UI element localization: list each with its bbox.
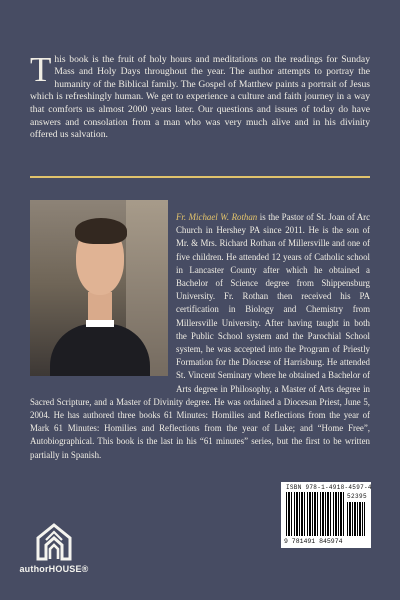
isbn-barcode — [281, 482, 371, 548]
authorhouse-logo-icon — [34, 522, 74, 562]
book-blurb — [30, 49, 370, 142]
gold-divider — [30, 176, 370, 178]
author-name: Fr. Michael W. Rothan — [176, 211, 258, 222]
isbn-label: ISBN 978-1-4918-4597-4 — [286, 484, 372, 491]
barcode-lines-icon — [286, 492, 344, 536]
author-bio — [30, 211, 370, 462]
price-code: 52395 — [347, 493, 368, 500]
blurb-text: his book is the fruit of holy hours and meditations on the readings for Sunday Mass and Holy Days throughout the year. The author attempts to portray the humanity of the Biblical family. The Gospel of Matthew paints a portrait of Jesus which is refreshingly human. We get to experience a culture and faith journey in a way that comforts us almost 2000 years later. Our questions and issues of today do have answers and consolation from a man who was very much alive and in his divinity offered us salvation. — [30, 53, 370, 141]
price-barcode-lines-icon — [347, 502, 365, 536]
blurb-drop-cap: T — [30, 49, 52, 89]
barcode-digits: 9 781491 845974 — [284, 538, 343, 545]
publisher-logo — [18, 522, 90, 590]
author-bio-text: is the Pastor of St. Joan of Arc Church in Hershey PA since 2011. He is the son of Mr. & Mrs. Richard Rothan of Millersville and one of five children. He attended 12 years of Catholic school in Lancaster County after which he obtained a Bachelor of Science degree from Shippensburg University. Fr. Rothan then received his PA certification in Biology and Chemistry from Millersville University. After having taught in both the Public School system and the Parochial School system, he was accepted into the Program of Priestly Formation for the Diocese of Harrisburg. He attended St. Vincent Seminary where he obtained a Bachelor of Arts degree in Philosophy, a Master of Arts degree in Sacred Scripture, and a Master of Divinity degree. He was ordained a Diocesan Priest, June 5, 2004. He has authored three books 61 Minutes: Homilies and Reflections from the year of Mark 61 Minutes: Homilies and Reflections from the year of Luke; and “Home Free”, Autobiographical. This book is the last in his “61 minutes” series, but the first to be written partially in Spanish. — [30, 211, 371, 460]
publisher-name: authorHOUSE® — [19, 564, 89, 574]
